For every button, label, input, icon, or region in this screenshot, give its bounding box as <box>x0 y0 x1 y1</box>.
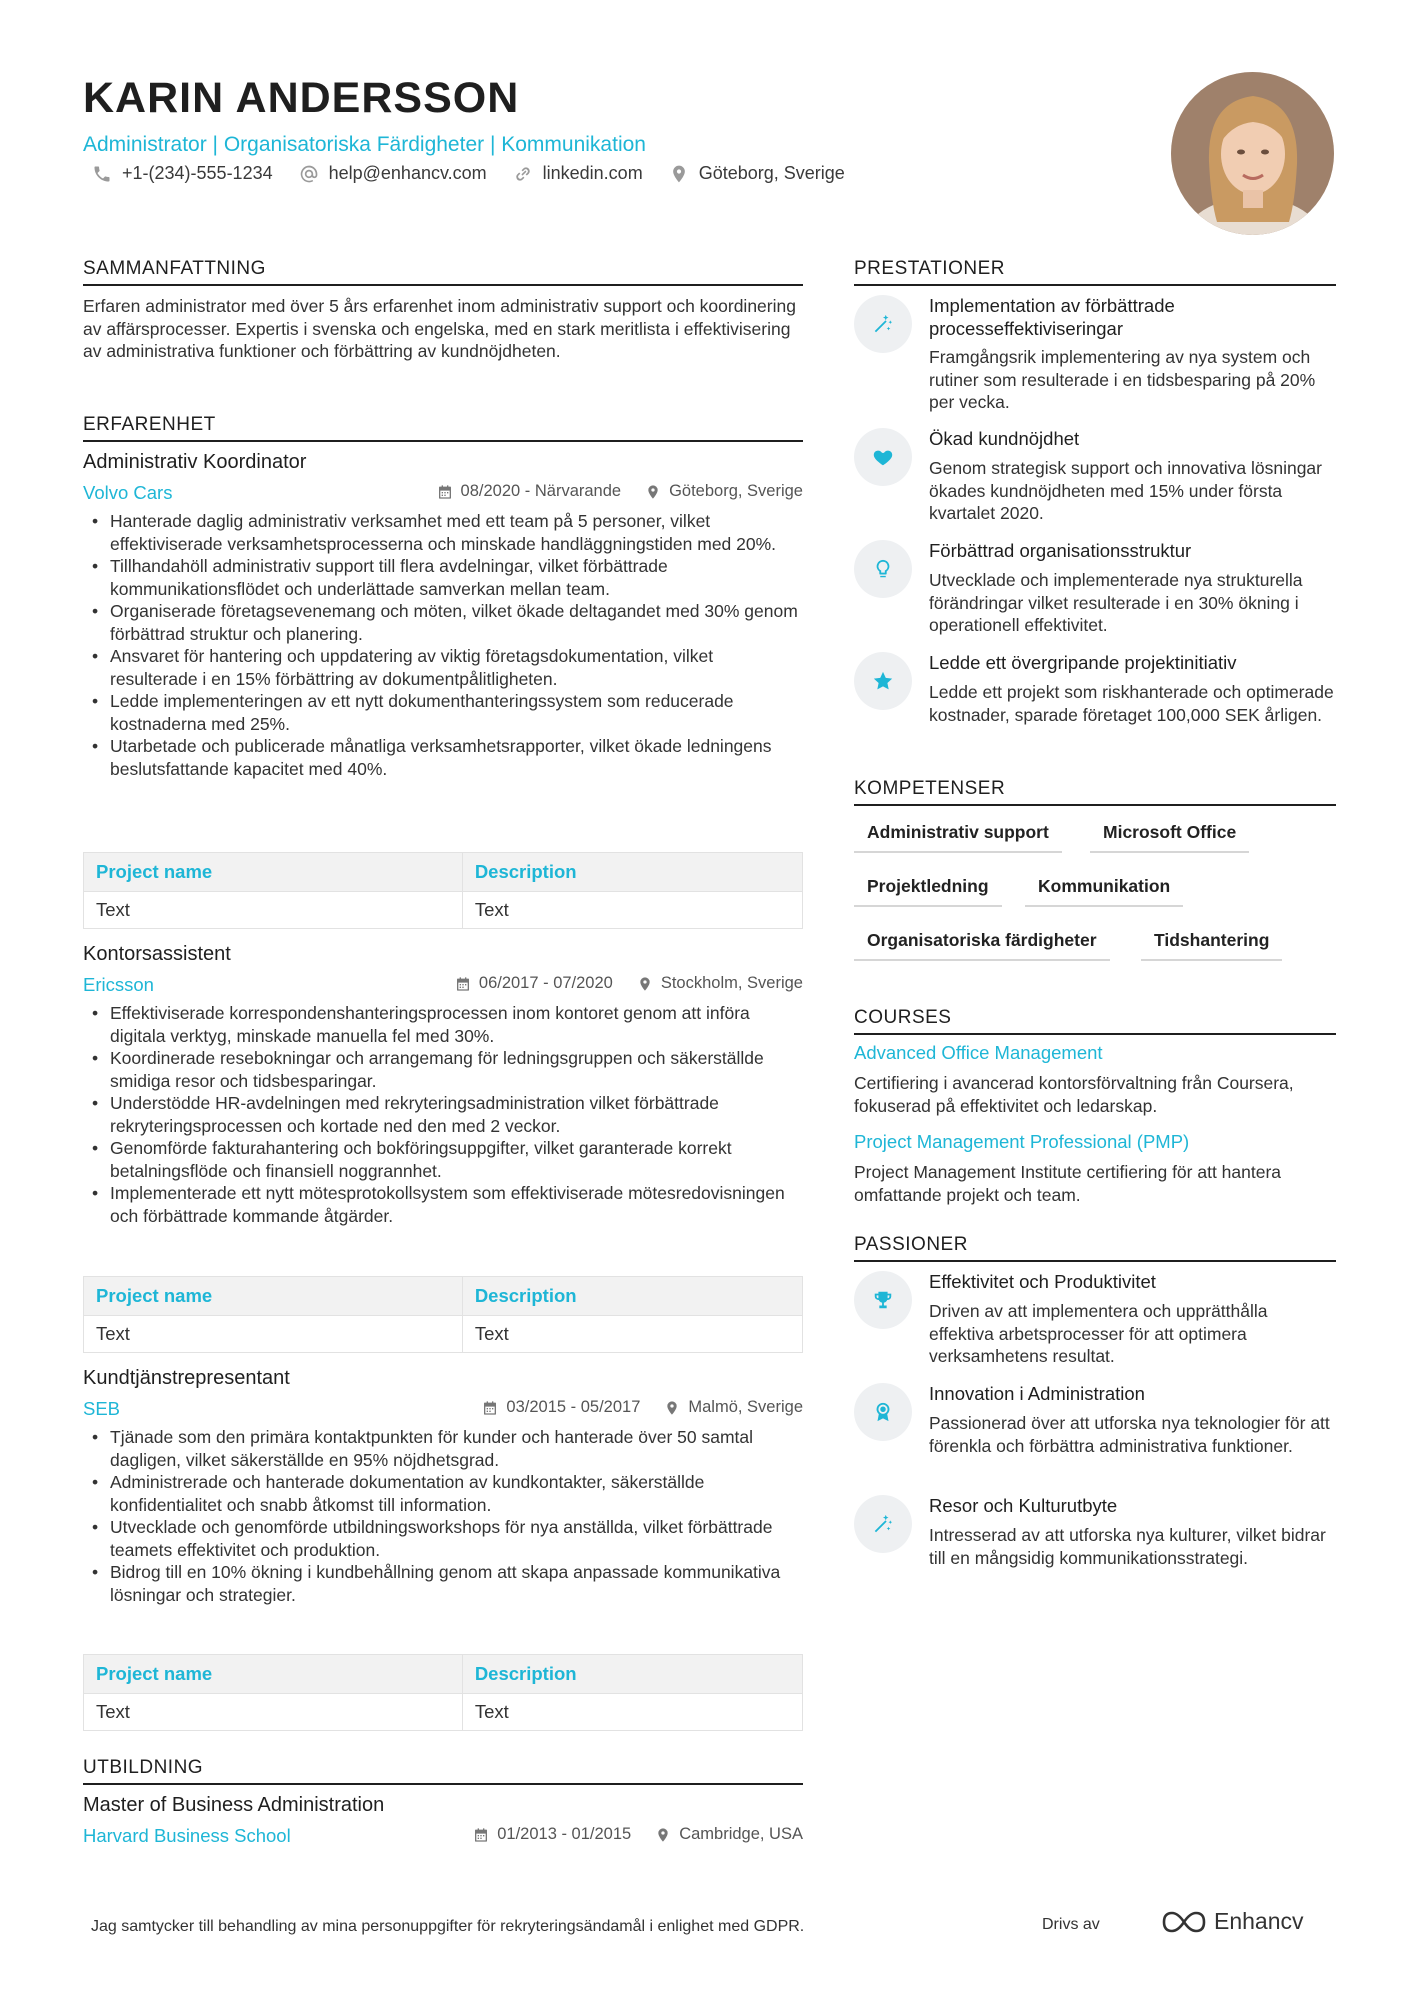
table-row <box>84 1316 803 1353</box>
job-bullets <box>90 1426 804 1606</box>
job-dates-text: 08/2020 - Närvarande <box>460 482 622 500</box>
achievement-title: Förbättrad organisationsstruktur <box>929 540 1192 561</box>
table-cell: Text <box>462 1694 802 1731</box>
course-title: Project Management Professional (PMP) <box>854 1131 1190 1152</box>
job-location-text: Göteborg, Sverige <box>669 482 803 500</box>
table-cell: Text <box>84 1694 463 1731</box>
contact-linkedin[interactable] <box>513 163 643 184</box>
skill-tag: Tidshantering <box>1141 930 1282 961</box>
location-pin-icon <box>664 1400 680 1416</box>
contact-location <box>669 163 845 184</box>
location-pin-icon <box>655 1827 671 1843</box>
contact-email[interactable] <box>299 163 487 184</box>
list-item: • Hanterade daglig administrativ verksamhet med ett team på 5 personer, vilket effektiviserade verksamhetsprocesserna och minskade handläggningstiden med 20%. <box>90 510 804 555</box>
table-header-description: Description <box>462 1277 802 1316</box>
email-text: help@enhancv.com <box>328 163 487 183</box>
job-bullets <box>90 510 804 780</box>
table-header-project: Project name <box>84 853 463 892</box>
job-company: SEB <box>83 1398 121 1419</box>
job-title: Kontorsassistent <box>83 943 231 965</box>
skill-tag: Kommunikation <box>1025 876 1183 907</box>
job-location <box>637 974 803 993</box>
education-degree: Master of Business Administration <box>83 1794 385 1816</box>
at-icon <box>299 164 319 184</box>
education-dates <box>473 1825 631 1844</box>
list-item: • Genomförde fakturahantering och bokföringsuppgifter, vilket garanterade korrekt betalningsflöde och finansiell noggrannhet. <box>90 1137 804 1182</box>
powered-by-label: Drivs av <box>1042 1916 1100 1933</box>
courses-heading: COURSES <box>854 1007 1336 1035</box>
table-header-row <box>84 853 803 892</box>
table-cell: Text <box>84 1316 463 1353</box>
skill-tag: Organisatoriska färdigheter <box>854 930 1110 961</box>
job-location <box>664 1398 803 1417</box>
passions-heading: PASSIONER <box>854 1234 1336 1262</box>
table-row <box>84 892 803 929</box>
candidate-subtitle: Administrator | Organisatoriska Färdigheter | Kommunikation <box>83 133 646 156</box>
list-item: • Effektiviserade korrespondenshanteringsprocessen inom kontoret genom att införa digitala verktyg, minskade manuella fel med 30%. <box>90 1002 804 1047</box>
job-title: Kundtjänstrepresentant <box>83 1367 290 1389</box>
location-pin-icon <box>637 976 653 992</box>
passion-title: Effektivitet och Produktivitet <box>929 1271 1156 1292</box>
passion-desc: Intresserad av att utforska nya kulturer, vilket bidrar till en mångsidig kommunikationsstrategi. <box>929 1525 1326 1568</box>
calendar-icon <box>473 1827 489 1843</box>
education-location-text: Cambridge, USA <box>679 1825 803 1843</box>
table-row <box>84 1694 803 1731</box>
passion-title: Innovation i Administration <box>929 1383 1145 1404</box>
project-table <box>83 1276 803 1353</box>
phone-icon <box>92 164 112 184</box>
calendar-icon <box>455 976 471 992</box>
candidate-name: KARIN ANDERSSON <box>83 74 520 122</box>
link-icon <box>513 164 533 184</box>
table-cell: Text <box>462 892 802 929</box>
list-item: • Bidrog till en 10% ökning i kundbehållning genom att skapa anpassade kommunikativa lösningar och strategier. <box>90 1561 804 1606</box>
job-meta <box>437 482 803 501</box>
skill-tag: Administrativ support <box>854 822 1062 853</box>
list-item: • Understödde HR-avdelningen med rekryteringsadministration vilket förbättrade rekryteringsprocessen och kortade ned den med 2 veckor. <box>90 1092 804 1137</box>
skills-heading: KOMPETENSER <box>854 778 1336 806</box>
table-header-project: Project name <box>84 1655 463 1694</box>
profile-photo-illustration <box>1171 72 1334 235</box>
job-company: Ericsson <box>83 974 154 995</box>
achievement-desc: Ledde ett projekt som riskhanterade och optimerade kostnader, sparade företaget 100,000 SEK årligen. <box>929 682 1334 725</box>
calendar-icon <box>437 484 453 500</box>
job-dates <box>437 482 622 501</box>
wand-icon <box>854 1495 912 1553</box>
course-title: Advanced Office Management <box>854 1042 1103 1063</box>
phone-text: +1-(234)-555-1234 <box>122 163 273 183</box>
job-dates-text: 06/2017 - 07/2020 <box>478 974 613 992</box>
course-desc: Certifiering i avancerad kontorsförvaltning från Coursera, fokuserad på effektivitet och ledarskap. <box>854 1073 1294 1116</box>
list-item: • Koordinerade resebokningar och arrangemang för ledningsgruppen och säkerställde smidiga resor och tidsbesparingar. <box>90 1047 804 1092</box>
achievements-heading: PRESTATIONER <box>854 258 1336 286</box>
job-location-text: Malmö, Sverige <box>688 1398 803 1416</box>
job-meta <box>455 974 803 993</box>
enhancv-logo-text: Enhancv <box>1214 1908 1304 1934</box>
achievement-desc: Framgångsrik implementering av nya system och rutiner som resulterade i en tidsbesparing på 20% per vecka. <box>929 347 1316 412</box>
list-item: • Administrerade och hanterade dokumentation av kundkontakter, säkerställde konfidentialitet och snabb åtkomst till information. <box>90 1471 804 1516</box>
linkedin-text: linkedin.com <box>542 163 643 183</box>
list-item: • Utarbetade och publicerade månatliga verksamhetsrapporter, vilket ökade ledningens beslutsfattande kapacitet med 40%. <box>90 735 804 780</box>
list-item: • Organiserade företagsevenemang och möten, vilket ökade deltagandet med 30% genom förbättrad struktur och planering. <box>90 600 804 645</box>
education-dates-text: 01/2013 - 01/2015 <box>497 1825 632 1843</box>
wand-icon <box>854 295 912 353</box>
education-heading: UTBILDNING <box>83 1757 803 1785</box>
achievement-title: Implementation av förbättrade processeffektiviseringar <box>929 295 1175 339</box>
list-item: • Tjänade som den primära kontaktpunkten för kunder och hanterade över 50 samtal dagligen, vilket säkerställde en 95% nöjdhetsgrad. <box>90 1426 804 1471</box>
passion-title: Resor och Kulturutbyte <box>929 1495 1118 1516</box>
education-school: Harvard Business School <box>83 1825 291 1846</box>
project-table <box>83 1654 803 1731</box>
award-icon <box>854 1383 912 1441</box>
table-cell: Text <box>462 1316 802 1353</box>
achievement-title: Ökad kundnöjdhet <box>929 428 1080 449</box>
achievement-desc: Genom strategisk support och innovativa lösningar ökades kundnöjdheten med 15% under första kvartalet 2020. <box>929 458 1322 523</box>
skill-tag: Projektledning <box>854 876 1002 907</box>
list-item: • Implementerade ett nytt mötesprotokollsystem som effektiviserade mötesredovisningen och förbättrade kommande åtgärder. <box>90 1182 804 1227</box>
achievement-title: Ledde ett övergripande projektinitiativ <box>929 652 1237 673</box>
contact-phone <box>92 163 273 184</box>
education-location <box>655 1825 803 1844</box>
trophy-icon <box>854 1271 912 1329</box>
list-item: • Ansvaret för hantering och uppdatering av viktig företagsdokumentation, vilket resulterade i en 15% förbättring av dokumentpålitligheten. <box>90 645 804 690</box>
table-header-description: Description <box>462 853 802 892</box>
job-dates <box>455 974 613 993</box>
job-meta <box>482 1398 803 1417</box>
location-pin-icon <box>669 164 689 184</box>
heart-icon <box>854 428 912 486</box>
job-company: Volvo Cars <box>83 482 173 503</box>
star-icon <box>854 652 912 710</box>
profile-photo <box>1171 72 1334 235</box>
job-dates <box>482 1398 640 1417</box>
job-bullets <box>90 1002 804 1227</box>
job-location-text: Stockholm, Sverige <box>660 974 803 992</box>
course-desc: Project Management Institute certifiering för att hantera omfattande projekt och team. <box>854 1162 1282 1205</box>
job-location <box>645 482 803 501</box>
list-item: • Utvecklade och genomförde utbildningsworkshops för nya anställda, vilket förbättrade teamets effektivitet och produktion. <box>90 1516 804 1561</box>
list-item: • Tillhandahöll administrativ support till flera avdelningar, vilket förbättrade kommunikationsflödet och underlättade samverkan mellan team. <box>90 555 804 600</box>
skill-tag: Microsoft Office <box>1090 822 1249 853</box>
location-text: Göteborg, Sverige <box>698 163 845 183</box>
location-pin-icon <box>645 484 661 500</box>
summary-heading: SAMMANFATTNING <box>83 258 803 286</box>
table-cell: Text <box>84 892 463 929</box>
achievement-desc: Utvecklade och implementerade nya strukturella förändringar vilket resulterade i en 30% ökning i operationell effektivitet. <box>929 570 1303 635</box>
list-item: • Ledde implementeringen av ett nytt dokumenthanteringssystem som reducerade kostnaderna med 25%. <box>90 690 804 735</box>
enhancv-logo[interactable] <box>1160 1908 1304 1935</box>
passion-desc: Driven av att implementera och upprätthålla effektiva arbetsprocesser för att optimera verksamhetens resultat. <box>929 1301 1268 1366</box>
summary-text: Erfaren administrator med över 5 års erfarenhet inom administrativ support och koordinering av affärsprocesser. Expertis i svenska och engelska, med en stark meritlista i effektivisering av administrativa funktioner och förbättring av kundnöjdheten. <box>83 296 796 361</box>
experience-heading: ERFARENHET <box>83 414 803 442</box>
education-meta <box>473 1825 803 1844</box>
lightbulb-icon <box>854 540 912 598</box>
passion-desc: Passionerad över att utforska nya teknologier för att förenkla och förbättra administrativa funktioner. <box>929 1413 1330 1456</box>
project-table <box>83 852 803 929</box>
table-header-row <box>84 1655 803 1694</box>
table-header-description: Description <box>462 1655 802 1694</box>
enhancv-logo-icon <box>1160 1909 1208 1935</box>
contact-row <box>92 163 845 184</box>
table-header-project: Project name <box>84 1277 463 1316</box>
gdpr-consent: Jag samtycker till behandling av mina personuppgifter för rekryteringsändamål i enlighet med GDPR. <box>91 1918 805 1935</box>
calendar-icon <box>482 1400 498 1416</box>
job-dates-text: 03/2015 - 05/2017 <box>506 1398 641 1416</box>
table-header-row <box>84 1277 803 1316</box>
job-title: Administrativ Koordinator <box>83 451 307 473</box>
